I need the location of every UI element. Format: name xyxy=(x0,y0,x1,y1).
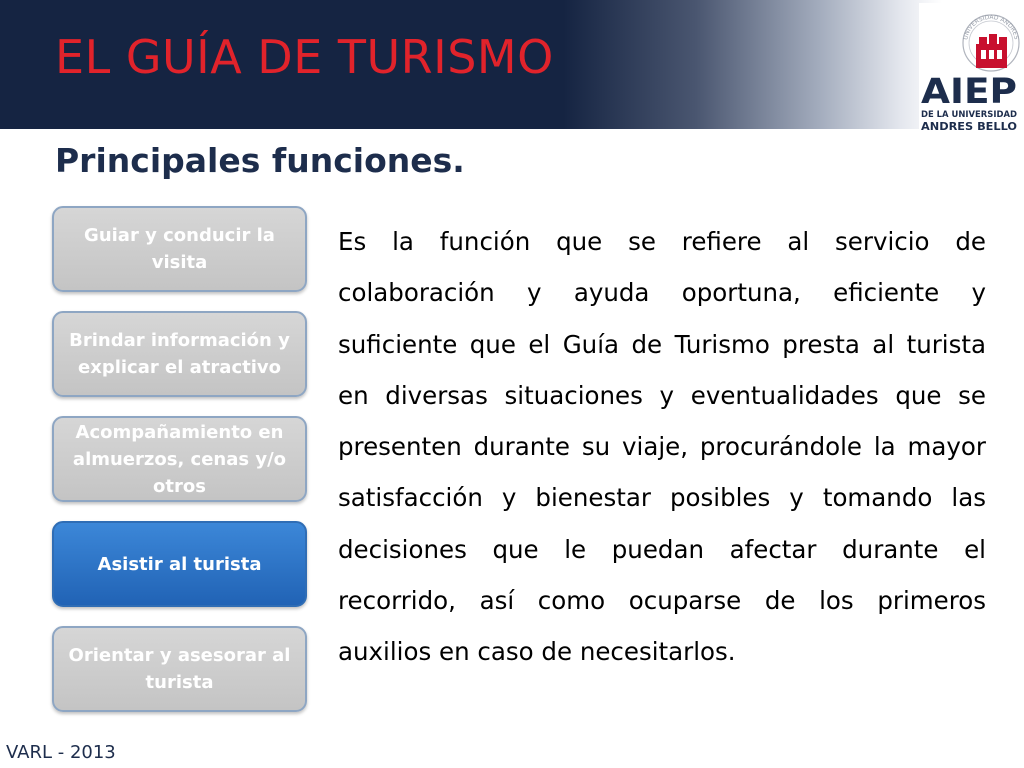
slide-title: EL GUÍA DE TURISMO xyxy=(55,30,554,84)
function-informar-button[interactable] xyxy=(52,311,307,397)
function-label: Asistir al turista xyxy=(97,553,262,575)
footer-credit: VARL - 2013 xyxy=(6,742,116,763)
function-acompanar-button[interactable] xyxy=(52,416,307,502)
function-label: Guiar y conducir la visita xyxy=(84,225,275,273)
section-subtitle: Principales funciones. xyxy=(55,141,465,180)
function-description: Es la función que se refiere al servicio de colaboración y ayuda oportuna, eficiente y suficiente que el Guía de Turismo presta al turista en diversas situaciones y eventualidades que se presenten durante su viaje, procurándole la mayor satisfacción y bienestar posibles y tomando las decisiones que le puedan afectar durante el recorrido, así como ocuparse de los primeros auxilios en caso de necesitarlos. xyxy=(338,227,986,667)
function-label: Acompañamiento en almuerzos, cenas y/o otros xyxy=(72,421,287,497)
function-label: Orientar y asesorar al turista xyxy=(68,645,291,693)
function-orientar-button[interactable] xyxy=(52,626,307,712)
logo-line1: DE LA UNIVERSIDAD xyxy=(921,110,1017,120)
function-guiar-button[interactable] xyxy=(52,206,307,292)
logo-line2: ANDRES BELLO xyxy=(921,121,1018,133)
function-label: Brindar información y explicar el atractivo xyxy=(69,330,290,378)
logo-wordmark: AIEP xyxy=(921,72,1017,112)
building-icon xyxy=(976,34,1007,68)
function-asistir-button[interactable] xyxy=(52,521,307,607)
aiep-logo xyxy=(919,3,1021,135)
seal-text: UNIVERSIDAD ANDRES xyxy=(962,13,1020,41)
